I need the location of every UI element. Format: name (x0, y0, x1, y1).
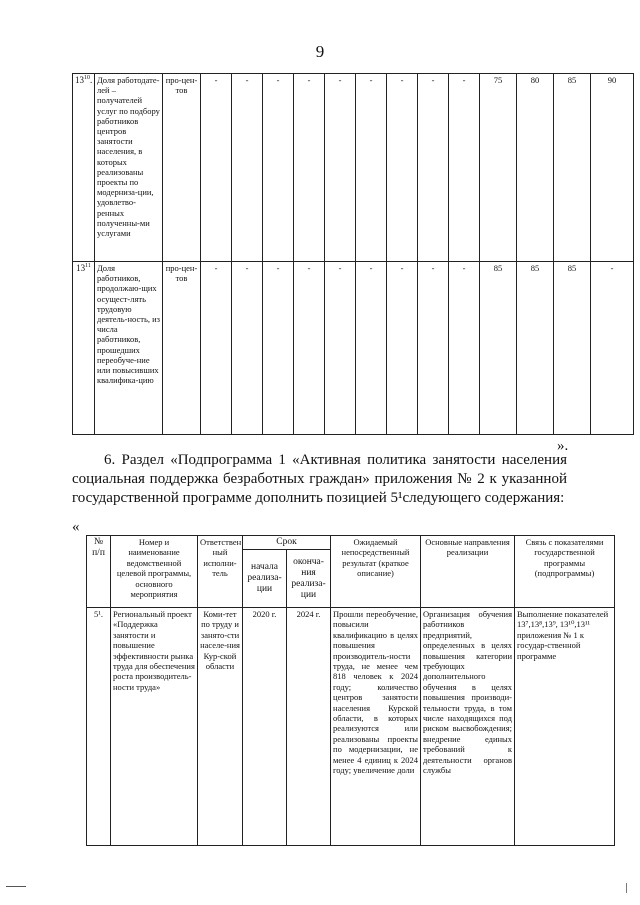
value-cell: - (449, 74, 480, 262)
indicator-name: Доля работников, продолжаю-щих осущест-лять трудовую деятель-ность, из числа работников, прошедших переобуче-ние или повысивших квалифика-цию (95, 262, 163, 435)
scan-edge-mark (6, 886, 26, 887)
directions-cell: Организация обучения работников предприятий, определенных в целях повышения категории требующих дополнительного обучения в целях повышения производи-тельности труда, в том числе находящихся под риском высвобождения; внедрение единых требований к деятельности органов службы (421, 608, 515, 846)
indicators-table (72, 73, 634, 435)
header-num: № п/п (87, 536, 111, 608)
project-name: Региональный проект «Поддержка занятости и повышение эффективности рынка труда для обеспечения роста производитель-ности труда» (111, 608, 198, 846)
value-cell: 80 (517, 74, 554, 262)
value-cell: 85 (554, 74, 591, 262)
header-result: Ожидаемый непосредственный результат (краткое описание) (331, 536, 421, 608)
value-cell: 85 (554, 262, 591, 435)
closing-quote: ». (557, 438, 569, 454)
unit-cell: про-цен-тов (163, 74, 201, 262)
value-cell: - (387, 262, 418, 435)
header-responsible: Ответствен ный исполни-тель (198, 536, 243, 608)
value-cell: - (263, 262, 294, 435)
opening-quote: « (72, 519, 80, 535)
row-number: $13^{10}$. (73, 74, 95, 262)
value-cell: - (201, 262, 232, 435)
value-cell: - (201, 74, 232, 262)
indicator-name: Доля работодате-лей – получателей услуг по подбору работников центров занятости населения, в которых реализованы проекты по модерниза-ции, удовлетво-ренных полученны-ми услугами (95, 74, 163, 262)
end-cell: 2024 г. (287, 608, 331, 846)
header-term: Срок (243, 536, 331, 550)
value-cell: - (418, 262, 449, 435)
table-row (73, 74, 634, 262)
value-cell: 75 (480, 74, 517, 262)
value-cell: - (232, 74, 263, 262)
header-name: Номер и наименование ведомственной целевой программы, основного мероприятия (111, 536, 198, 608)
table-row (87, 608, 615, 846)
value-cell: - (325, 262, 356, 435)
value-cell: - (418, 74, 449, 262)
value-cell: - (294, 262, 325, 435)
link-cell: Выполнение показателей 13⁷,13⁸,13⁹, 13¹⁰,13¹¹ приложения № 1 к государ-ственной программе (515, 608, 615, 846)
value-cell: - (263, 74, 294, 262)
row-number: 5¹. (87, 608, 111, 846)
table-row (73, 262, 634, 435)
value-cell: - (232, 262, 263, 435)
amendment-paragraph: 6. Раздел «Подпрограмма 1 «Активная политика занятости населения социальная поддержка безработных граждан» приложения № 2 к указанной государственной программе дополнить позицией 5¹следующего содержания: (72, 452, 567, 506)
header-link: Связь с показателями государственной программы (подпрограммы) (515, 536, 615, 608)
value-cell: 85 (517, 262, 554, 435)
header-directions: Основные направления реализации (421, 536, 515, 608)
responsible-cell: Коми-тет по труду и занято-сти населе-ния Кур-ской области (198, 608, 243, 846)
page-number: 9 (315, 42, 325, 61)
value-cell: 90 (591, 74, 634, 262)
value-cell: - (356, 262, 387, 435)
value-cell: - (294, 74, 325, 262)
result-cell: Прошли переобучение, повысили квалификацию в целях повышения производитель-ности труда, не менее чем 818 человек к 2024 году; количество центров занятости населения Курской области, в которых реализуются или реализованы проекты по модернизации, не менее 4 единиц к 2024 году; увеличение доли (331, 608, 421, 846)
value-cell: - (387, 74, 418, 262)
value-cell: - (591, 262, 634, 435)
value-cell: - (356, 74, 387, 262)
header-start: начала реализа-ции (243, 550, 287, 608)
value-cell: - (449, 262, 480, 435)
unit-cell: про-цен-тов (163, 262, 201, 435)
value-cell: 85 (480, 262, 517, 435)
row-number: $13^{11}$ (73, 262, 95, 435)
scan-edge-mark (626, 883, 627, 893)
header-end: оконча-ния реализа-ции (287, 550, 331, 608)
program-table (86, 535, 615, 846)
value-cell: - (325, 74, 356, 262)
start-cell: 2020 г. (243, 608, 287, 846)
